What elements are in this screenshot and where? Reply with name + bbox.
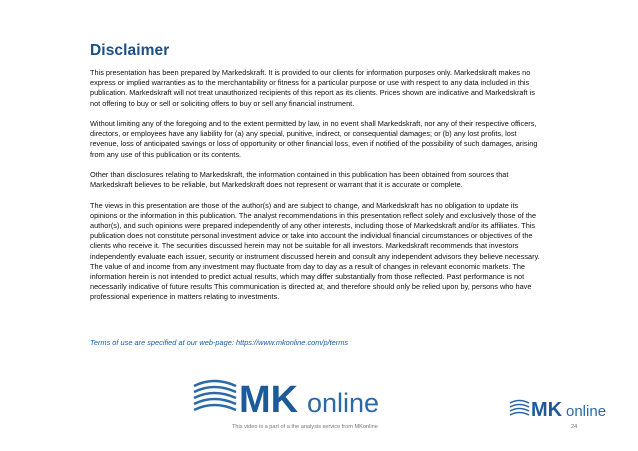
page-title: Disclaimer xyxy=(90,42,170,59)
small-wave-lines-icon xyxy=(510,401,529,416)
wave-lines-icon xyxy=(194,381,236,410)
mkonline-small-logo xyxy=(509,397,627,419)
paragraph-3: Other than disclosures relating to Markedskraft, the information contained in this publication has been obtained from sources that Markedskraft believes to be reliable, but Markedskraft does not represent or warrant that it is accurate or complete. xyxy=(90,170,509,190)
small-logo-online-text: online xyxy=(566,403,607,419)
logo-online-text: online xyxy=(307,388,380,416)
paragraph-4: The views in this presentation are those of the author(s) and are subject to change, and Markedskraft has no obligation to update its opinions or the information in this publication. The analyst recommendations in this presentation reflect solely and exclusively those of the author(s), and such opinions were prepared independently of any other interests, including those of Markedskraft and/or its affiliates. This publication does not constitute personal investment advice or take into account the individual financial circumstances or objectives of the clients who receive it. The securities discussed herein may not be suitable for all investors. Markedskraft recommends that investors independently evaluate each issuer, security or instrument discussed herein and consult any independent advisors they believe necessary. The value of and income from any investment may fluctuate from day to day as a result of changes in relevant economic markets. The information herein is not intended to predict actual results, which may differ substantially from those reflected. Past performance is not necessarily indicative of future results This communication is directed at, and therefore should only be relied upon by, persons who have professional experience in matters relating to investments. xyxy=(90,200,540,302)
page-number: 24 xyxy=(571,424,578,430)
logo-mk-text: MK xyxy=(239,379,299,416)
paragraph-1: This presentation has been prepared by Markedskraft. It is provided to our clients for information purposes only. Markedskraft makes no express or implied warranties as to the merchantability or fitness for a particular purpose or use with respect to any data included in this publication. Markedskraft will not treat unauthorized recipients of this report as its clients. Prices shown are indicative and Markedskraft is not offering to buy or sell or soliciting offers to buy or sell any financial instrument. xyxy=(90,68,535,108)
disclaimer-body xyxy=(90,68,542,313)
mkonline-logo xyxy=(192,376,406,416)
small-logo-mk-text: MK xyxy=(531,399,563,419)
paragraph-2: Without limiting any of the foregoing and to the extent permitted by law, in no event shall Markedskraft, nor any of their respective officers, directors, or employees have any liability for (a) any special, punitive, indirect, or consequential damages; or (b) any lost profits, lost revenue, loss of anticipated savings or loss of opportunity or other financial loss, even if notified of the possibility of such damages, arising from any use of this publication or its contents. xyxy=(90,119,538,159)
footer-note: This video is a part of a the analysis service from MKonline xyxy=(232,424,378,430)
terms-link[interactable]: Terms of use are specified at our web-page: https://www.mkonline.com/p/terms xyxy=(90,338,349,347)
